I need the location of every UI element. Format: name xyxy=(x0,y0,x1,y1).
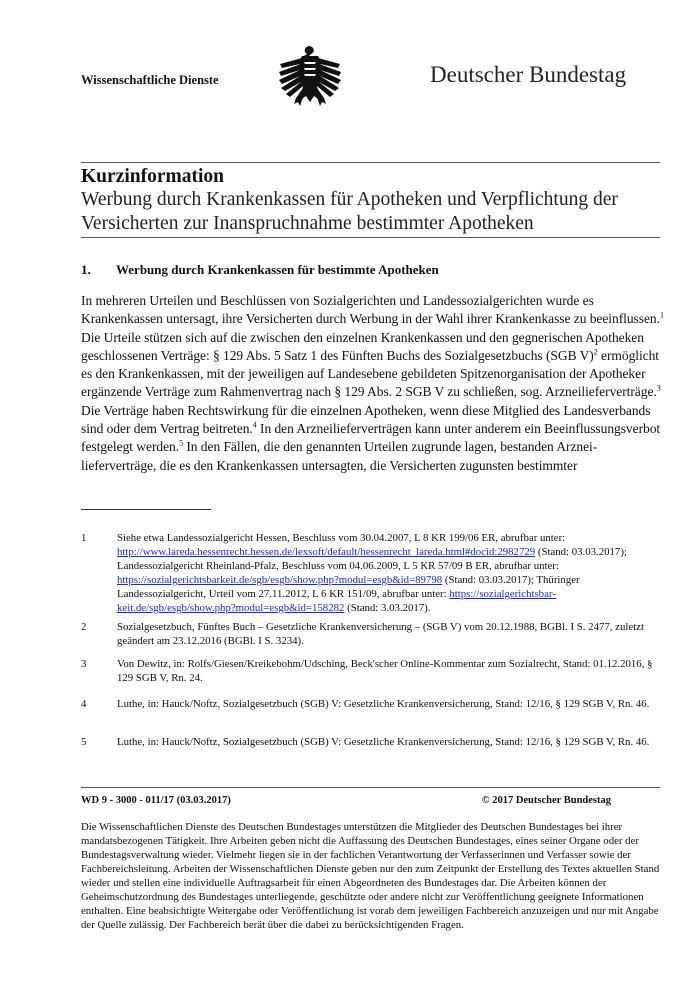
doc-type: Kurzinformation xyxy=(81,166,224,187)
footnote-3 xyxy=(81,657,661,685)
footnote-ref-4[interactable]: 4 xyxy=(252,420,257,430)
footnote-ref-1[interactable]: 1 xyxy=(659,310,664,320)
footnote-number: 4 xyxy=(81,698,87,710)
disclaimer-text: Die Wissenschaftlichen Dienste des Deutschen Bundestages unterstützen die Mitglieder des Deutschen Bundestages bei ihrer mandatsbezogenen Tätigkeit. Ihre Arbeiten geben nicht die Auffassung des Deutschen Bundestages, eines seiner Organe oder der Bundestagsverwaltung wieder. Vielmehr liegen sie in der fachlichen Verantwortung der Verfasserinnen und Verfasser sowie der Fachbereichsleitung. Arbeiten der Wissenschaftlichen Dienste geben nur den zum Zeitpunkt der Erstellung des Textes aktuellen Stand wieder und stellen eine individuelle Auftragsarbeit für einen Abgeordneten des Bundestages dar. Die Arbeiten können der Geheimschutzordnung des Bundestages unterliegende, geschützte oder andere nicht zur Veröffentlichung geeignete Informationen enthalten. Eine beabsichtigte Weitergabe oder Veröffentlichung ist vorab dem jeweiligen Fachbereich anzuzeigen und nur mit Angabe der Quelle zulässig. Der Fachbereich berät über die dabei zu berücksichtigenden Fragen. xyxy=(81,821,660,931)
footnote-link-sgb-89798[interactable]: https://sozialgerichtsbarkeit.de/sgb/esgb/show.php?modul=esgb&id=89798 xyxy=(117,574,443,586)
footnote-text: (Stand: 03.03.2017); Landessozialgericht Rheinland-Pfalz, Beschluss vom 04.06.2009, L 5 KR 57/09 B ER, abrufbar unter: xyxy=(117,546,627,572)
footnote-link-lareda[interactable]: http://www.lareda.hessenrecht.hessen.de/lexsoft/default/hessenrecht_lareda.html#docid:2982729 xyxy=(117,546,536,558)
footer-rule xyxy=(81,787,660,788)
section-number: 1. xyxy=(81,262,91,277)
footnote-ref-2[interactable]: 2 xyxy=(593,347,598,357)
footnote-ref-3[interactable]: 3 xyxy=(656,383,661,393)
section-title: Werbung durch Krankenkassen für bestimmte Apotheken xyxy=(116,262,439,277)
section-heading xyxy=(81,262,439,278)
footnote-5 xyxy=(81,735,661,749)
footnote-text: Luthe, in: Hauck/Noftz, Sozialgesetzbuch (SGB) V: Gesetzliche Krankenversicherung, Stand: 12/16, § 129 SGB V, Rn. 46. xyxy=(117,698,650,710)
footnote-2 xyxy=(81,620,661,648)
footnote-text: Von Dewitz, in: Rolfs/Giesen/Kreikebohm/Udsching, Beck'scher Online-Kommentar zum Sozialrecht, Stand: 01.12.2016, § 129 SGB V, Rn. 24. xyxy=(117,658,653,684)
body-text-5: In den Arzneilieferverträgen kann unter anderem ein Beeinflussungsverbot festgelegt werden. xyxy=(81,421,661,455)
header-institution-name: Deutscher Bundestag xyxy=(430,62,627,87)
footnote-number: 2 xyxy=(81,621,87,633)
footnote-text: (Stand: 03.03.2017); Thüringer Landessozialgericht, Urteil vom 27.11.2012, L 6 KR 151/09, abrufbar unter: xyxy=(117,574,580,600)
body-text-6: In den Fällen, die den genannten Urteilen zugrunde lagen, bestanden Arzneilieferverträge, die es den Krankenkassen untersagten, die Versicherten zugunsten bestimmter xyxy=(81,439,598,473)
footnote-text: (Stand: 3.03.2017). xyxy=(344,602,431,614)
title-rule-bottom xyxy=(81,237,660,238)
page-title: Werbung durch Krankenkassen für Apotheken und Verpflichtung der Versicherten zur Inanspruchnahme bestimmter Apotheken xyxy=(81,189,618,234)
footnote-text: Sozialgesetzbuch, Fünftes Buch – Gesetzliche Krankenversicherung – (SGB V) vom 20.12.1988, BGBl. I S. 2477, zuletzt geändert am 23.12.2016 (BGBl. I S. 3234). xyxy=(117,621,644,647)
footnote-number: 5 xyxy=(81,736,87,748)
body-text-1: In mehreren Urteilen und Beschlüssen von Sozialgerichten und Landessozialgerichten wurde es Krankenkassen untersagt, ihre Versicherten durch Werbung in der Wahl ihrer Krankenkasse zu beeinflussen. xyxy=(81,293,660,327)
body-text-2: Die Urteile stützen sich auf die zwischen den einzelnen Krankenkassen und den gegnerischen Apotheken geschlossenen Verträge: § 129 Abs. 5 Satz 1 des Fünften Buchs des Sozialgesetzbuchs (SGB V) xyxy=(81,329,644,363)
body-text-4: Die Verträge haben Rechtswirkung für die einzelnen Apotheken, wenn diese Mitglied des Landesverbands sind oder dem Vertrag beitreten. xyxy=(81,402,651,437)
footnote-separator xyxy=(81,509,211,510)
footnote-1 xyxy=(81,531,661,615)
federal-eagle-logo xyxy=(278,42,342,112)
footnote-text: Siehe etwa Landessozialgericht Hessen, Beschluss vom 30.04.2007, L 8 KR 199/06 ER, abrufbar unter: xyxy=(117,532,566,544)
footnote-text: Luthe, in: Hauck/Noftz, Sozialgesetzbuch (SGB) V: Gesetzliche Krankenversicherung, Stand: 12/16, § 129 SGB V, Rn. 46. xyxy=(117,736,650,748)
footnote-4 xyxy=(81,697,661,711)
header-institute: Wissenschaftliche Dienste xyxy=(81,73,219,87)
footnote-number: 1 xyxy=(81,532,87,544)
title-rule-top xyxy=(81,162,660,163)
body-text-3: ermöglicht es den Krankenkassen, mit der jeweiligen auf Landesebene gebildeten Spitzenorganisation der Apotheker ergänzende Verträge zum Rahmenvertrag nach § 129 Abs. 2 SGB V zu schließen, sog. Arzneilieferverträge. xyxy=(81,347,660,400)
footer-document-id: WD 9 - 3000 - 011/17 (03.03.2017) xyxy=(81,795,231,806)
footnote-link-sgb-158282[interactable]: https://sozialgerichtsbarkeit.de/sgb/esgb/show.php?modul=esgb&id=158282 xyxy=(117,588,557,614)
footnote-number: 3 xyxy=(81,658,87,670)
footnote-ref-5[interactable]: 5 xyxy=(179,438,184,448)
footer-copyright: © 2017 Deutscher Bundestag xyxy=(481,795,611,806)
body-paragraph xyxy=(81,292,666,475)
